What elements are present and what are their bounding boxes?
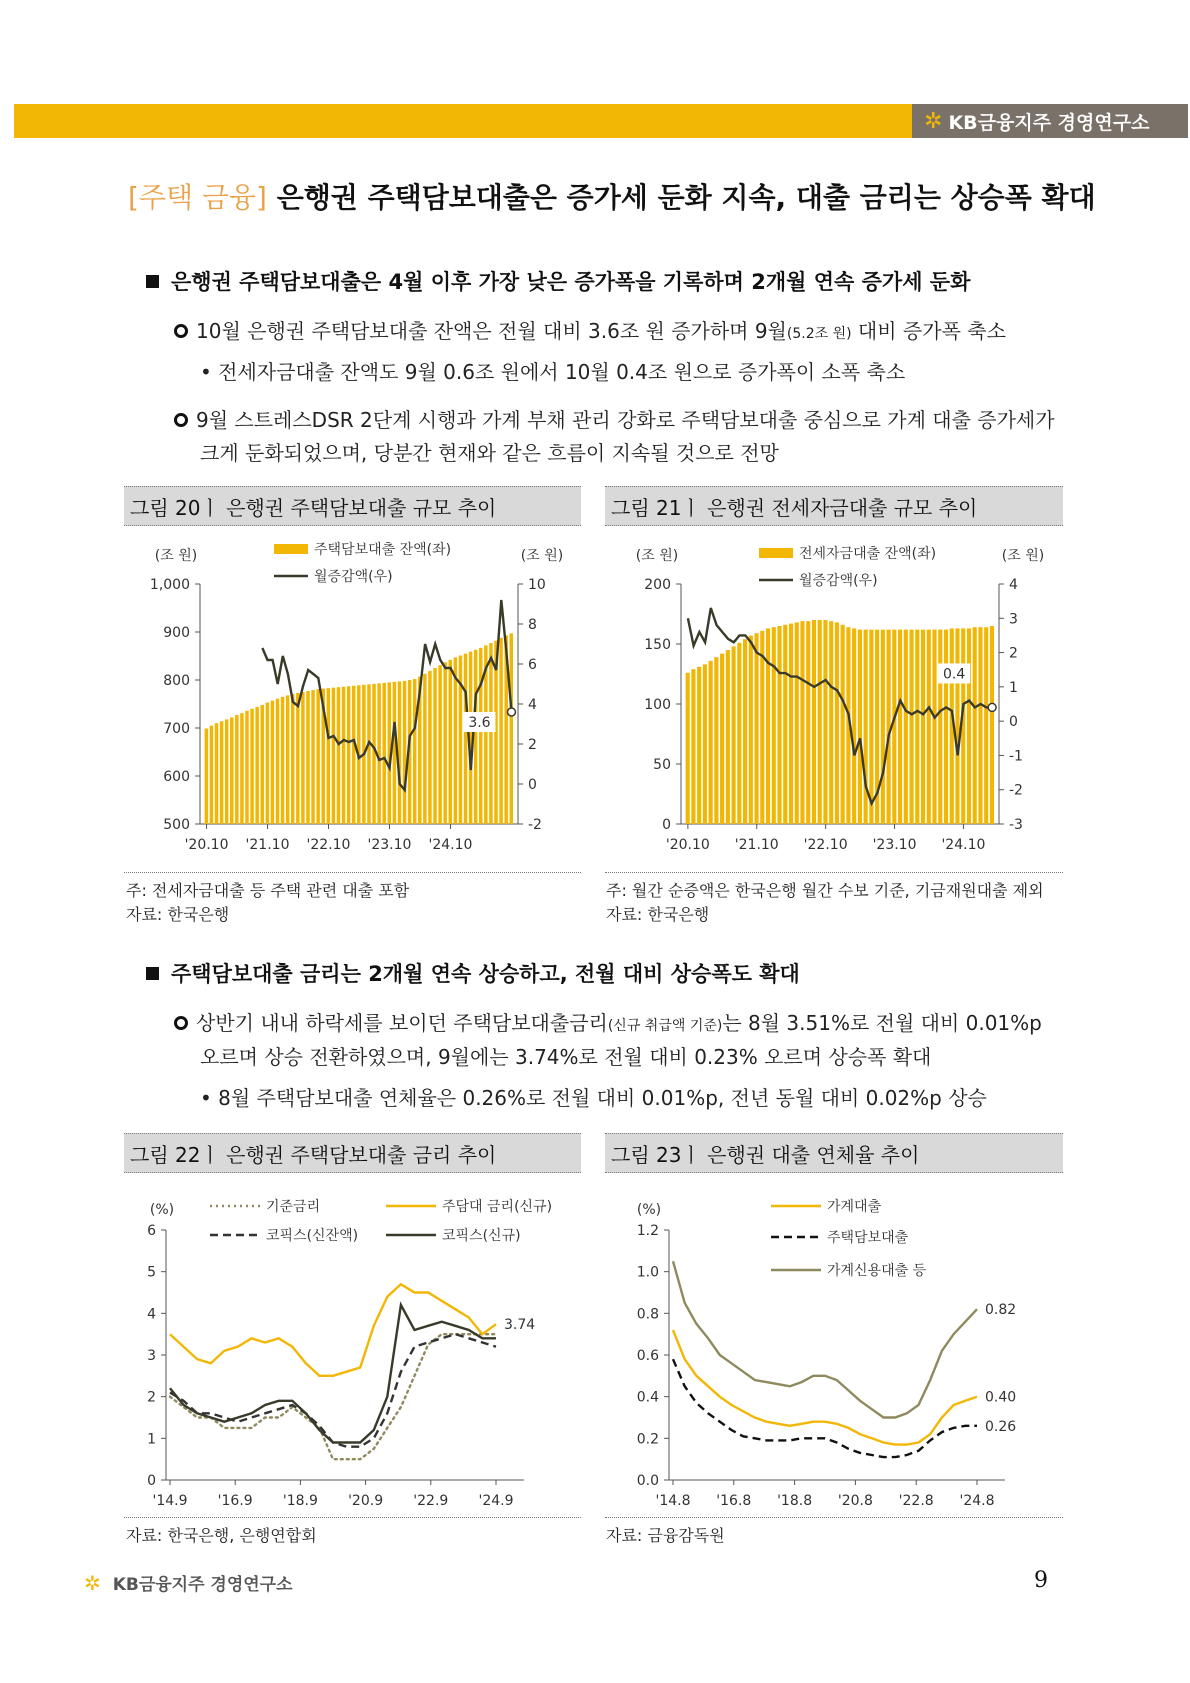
x-tick-label: '18.8 — [777, 1493, 813, 1509]
bar — [783, 625, 787, 824]
bar — [225, 719, 228, 824]
y-tick-label-right: -3 — [1009, 817, 1023, 833]
y-tick-label-right: 3 — [1009, 611, 1018, 628]
legend-swatch-bar — [759, 548, 793, 558]
bar — [697, 667, 701, 824]
bar — [220, 721, 223, 824]
bar — [898, 630, 902, 824]
bar — [372, 684, 375, 824]
bar — [413, 679, 416, 824]
bar — [276, 699, 279, 824]
fig23-title: 그림 23ㅣ 은행권 대출 연체율 추이 — [605, 1133, 1063, 1173]
bar — [944, 630, 948, 824]
end-marker — [988, 703, 996, 711]
series-line — [170, 1305, 496, 1443]
bar — [291, 694, 294, 824]
y-tick-label-right: -2 — [1009, 782, 1023, 799]
x-tick-label: '22.8 — [898, 1493, 934, 1509]
square-bullet-icon — [146, 275, 159, 288]
y-tick-label-left: 600 — [163, 769, 190, 785]
y-tick-label-right: 10 — [528, 577, 546, 593]
bar — [510, 633, 513, 824]
x-tick-label: '24.10 — [941, 837, 986, 853]
bar — [342, 687, 345, 824]
bullet-text: 는 8월 3.51%로 전월 대비 0.01%p — [722, 1011, 1042, 1035]
bar — [327, 688, 330, 824]
bar — [215, 723, 218, 824]
right-unit-label: (조 원) — [1001, 548, 1045, 564]
bar — [352, 686, 355, 824]
fig23-chart — [605, 1176, 1063, 1516]
legend-label: 전세자금대출 잔액(좌) — [799, 546, 937, 562]
bar — [806, 621, 810, 824]
y-tick-label-left: 800 — [163, 673, 190, 689]
bar — [245, 711, 248, 824]
y-tick-label-left: 700 — [163, 721, 190, 737]
bar — [393, 682, 396, 824]
y-tick-label-left: 0 — [662, 817, 671, 833]
bar — [909, 630, 913, 824]
x-tick-label: '24.10 — [428, 837, 473, 853]
legend-label: 월증감액(우) — [314, 569, 393, 585]
y-tick-label-right: 2 — [1009, 645, 1018, 662]
bar — [777, 626, 781, 824]
bar — [812, 620, 816, 824]
bar — [709, 661, 713, 824]
x-tick-label: '22.10 — [803, 837, 848, 853]
x-tick-label: '24.8 — [959, 1493, 995, 1509]
series-line — [673, 1330, 977, 1445]
bar — [955, 628, 959, 824]
bar — [795, 622, 799, 824]
bar — [938, 630, 942, 824]
fig21-chart — [605, 530, 1063, 870]
fig20-note: 주: 전세자금대출 등 주택 관련 대출 포함 — [126, 881, 410, 900]
end-label: 0.26 — [985, 1418, 1017, 1435]
legend-label: 가계대출 — [827, 1199, 882, 1215]
bar — [732, 646, 736, 824]
legend-label: 코픽스(신잔액) — [266, 1228, 359, 1244]
y-tick-label-left: 1,000 — [149, 577, 190, 593]
left-unit-label: (조 원) — [635, 548, 679, 564]
y-tick-label: 6 — [147, 1223, 156, 1239]
bar — [915, 630, 919, 824]
bar — [973, 627, 977, 824]
x-tick-label: '16.8 — [716, 1493, 752, 1509]
y-tick-label-right: 4 — [528, 697, 537, 713]
bar — [311, 690, 314, 824]
bar — [818, 620, 822, 824]
bar — [281, 697, 284, 824]
x-tick-label: '20.9 — [348, 1493, 384, 1509]
bar — [829, 621, 833, 824]
y-tick-label: 0.6 — [636, 1348, 659, 1364]
bar — [454, 657, 457, 824]
bar — [271, 701, 274, 824]
bar — [904, 630, 908, 824]
x-tick-label: '22.10 — [306, 837, 351, 853]
bar — [892, 630, 896, 824]
x-tick-label: '14.8 — [655, 1493, 691, 1509]
bar — [978, 627, 982, 824]
y-tick-label-left: 50 — [653, 757, 671, 773]
legend-label: 주택담보대출 — [827, 1230, 909, 1246]
page-title-tag: [주택 금융] — [128, 181, 267, 214]
section2-heading — [146, 958, 800, 988]
end-label: 3.74 — [504, 1317, 536, 1334]
bar — [433, 668, 436, 824]
bar — [852, 628, 856, 824]
fig23-source: 자료: 금융감독원 — [606, 1526, 725, 1545]
bar — [858, 630, 862, 824]
bullet-small-text: (5.2조 원) — [786, 326, 852, 342]
header-bar — [14, 104, 914, 138]
bar — [841, 625, 845, 824]
bar — [887, 630, 891, 824]
bar — [984, 627, 988, 824]
x-tick-label: '20.8 — [837, 1493, 873, 1509]
bar — [489, 643, 492, 824]
x-tick-label: '23.10 — [872, 837, 917, 853]
legend-label: 기준금리 — [266, 1199, 321, 1215]
bar — [438, 665, 441, 824]
y-tick-label: 1.2 — [636, 1223, 659, 1239]
x-tick-label: '23.10 — [367, 837, 412, 853]
y-tick-label: 4 — [147, 1306, 156, 1323]
fig20-chart — [124, 530, 581, 870]
circle-bullet-icon — [174, 413, 188, 427]
fig21-note: 주: 월간 순증액은 한국은행 월간 수보 기준, 기금재원대출 제외 — [606, 881, 1044, 900]
end-label: 0.4 — [942, 666, 966, 683]
section2-bullet-1-cont: 오르며 상승 전환하였으며, 9월에는 3.74%로 전월 대비 0.23% 오르며 상승폭 확대 — [200, 1045, 932, 1069]
bar — [703, 664, 707, 824]
bar — [443, 662, 446, 824]
legend-swatch-bar — [274, 544, 308, 554]
header-brand-label: KB금융지주 경영연구소 — [948, 111, 1150, 134]
y-tick-label-right: 1 — [1009, 679, 1018, 696]
bar — [743, 639, 747, 824]
bullet-text: 10월 은행권 주택담보대출 잔액은 전월 대비 3.6조 원 증가하며 9월 — [196, 319, 787, 343]
fig21-title: 그림 21ㅣ 은행권 전세자금대출 규모 추이 — [605, 486, 1063, 526]
section1-sub-bullet: • 전세자금대출 잔액도 9월 0.6조 원에서 10월 0.4조 원으로 증가폭이 소폭 축소 — [200, 360, 906, 384]
bar — [726, 650, 730, 824]
y-tick-label-right: 8 — [528, 617, 537, 633]
bullet-text: 상반기 내내 하락세를 보이던 주택담보대출금리 — [196, 1011, 608, 1035]
bar — [990, 626, 994, 824]
bar — [301, 692, 304, 824]
y-tick-label: 0 — [147, 1473, 156, 1489]
y-tick-label-right: 2 — [528, 737, 537, 753]
circle-bullet-icon — [174, 324, 188, 338]
bar — [347, 686, 350, 824]
unit-label: (%) — [636, 1202, 662, 1218]
legend-label: 가계신용대출 등 — [827, 1263, 927, 1279]
kb-star-icon: ✲ — [84, 1571, 101, 1595]
bar — [927, 630, 931, 824]
series-line — [170, 1334, 496, 1459]
x-tick-label: '20.10 — [184, 837, 229, 853]
bar — [864, 630, 868, 824]
bar — [772, 627, 776, 824]
legend-label: 주택담보대출 잔액(좌) — [314, 542, 452, 558]
bar — [921, 630, 925, 824]
y-tick-label-right: 0 — [1009, 714, 1018, 731]
end-label: 3.6 — [468, 715, 491, 731]
bullet-text: 대비 증가폭 축소 — [851, 319, 1006, 343]
x-tick-label: '21.10 — [734, 837, 779, 853]
fig22-title: 그림 22ㅣ 은행권 주택담보대출 금리 추이 — [124, 1133, 581, 1173]
bar — [932, 630, 936, 824]
end-label: 0.40 — [985, 1389, 1017, 1406]
bar — [835, 622, 839, 824]
fig22-source: 자료: 한국은행, 은행연합회 — [126, 1526, 317, 1545]
y-tick-label-right: -1 — [1009, 748, 1023, 765]
x-tick-label: '22.9 — [413, 1493, 449, 1509]
bar — [266, 703, 269, 824]
y-tick-label-right: 0 — [528, 777, 537, 793]
y-tick-label-left: 500 — [163, 817, 190, 833]
bar — [210, 726, 213, 824]
y-tick-label-left: 900 — [163, 625, 190, 641]
legend-label: 월증감액(우) — [799, 573, 878, 589]
bar — [296, 693, 299, 824]
bar — [737, 643, 741, 824]
bar — [205, 728, 208, 824]
y-tick-label: 0.2 — [636, 1431, 659, 1448]
x-tick-label: '16.9 — [217, 1493, 253, 1509]
series-line — [170, 1334, 496, 1447]
bar — [337, 687, 340, 824]
fig21-bottom-rule — [605, 872, 1063, 873]
bar — [403, 681, 406, 824]
bar — [332, 688, 335, 824]
y-tick-label: 0.4 — [636, 1389, 659, 1406]
bar — [382, 683, 385, 824]
bar — [286, 695, 289, 824]
bar — [766, 628, 770, 824]
y-tick-label: 3 — [147, 1348, 156, 1364]
bar — [749, 636, 753, 824]
bar — [881, 630, 885, 824]
fig20-source: 자료: 한국은행 — [126, 905, 230, 924]
legend-label: 코픽스(신규) — [442, 1228, 521, 1244]
page-title — [128, 176, 1096, 216]
section1-bullet-2 — [174, 404, 1055, 433]
section1-bullet-1 — [174, 315, 1006, 344]
sub-bullet-text: 8월 주택담보대출 연체율은 0.26%로 전월 대비 0.01%p, 전년 동월 대비 0.02%p 상승 — [218, 1086, 987, 1110]
y-tick-label-right: 6 — [528, 657, 537, 673]
y-tick-label-left: 200 — [644, 577, 671, 593]
section1-heading — [146, 266, 970, 296]
bar — [754, 633, 758, 824]
bar — [428, 671, 431, 824]
y-tick-label: 5 — [147, 1264, 156, 1281]
kb-star-icon: ✲ — [924, 108, 943, 134]
square-bullet-icon — [146, 967, 159, 980]
bar — [240, 713, 243, 824]
fig22-bottom-rule — [124, 1517, 581, 1518]
section1-bullet-2-cont: 크게 둔화되었으며, 당분간 현재와 같은 흐름이 지속될 것으로 전망 — [200, 441, 779, 465]
end-marker — [507, 708, 515, 716]
bullet-text: 9월 스트레스DSR 2단계 시행과 가계 부채 관리 강화로 주택담보대출 중심으로 가계 대출 증가세가 — [196, 408, 1055, 432]
page-number: 9 — [1034, 1568, 1048, 1593]
section2-sub-bullet: • 8월 주택담보대출 연체율은 0.26%로 전월 대비 0.01%p, 전년 동월 대비 0.02%p 상승 — [200, 1086, 987, 1110]
x-tick-label: '24.9 — [478, 1493, 514, 1509]
bar — [823, 620, 827, 824]
bar — [474, 650, 477, 824]
y-tick-label: 2 — [147, 1389, 156, 1406]
section1-heading-text: 은행권 주택담보대출은 4월 이후 가장 낮은 증가폭을 기록하며 2개월 연속 증가세 둔화 — [171, 270, 971, 294]
fig20-title: 그림 20ㅣ 은행권 주택담보대출 규모 추이 — [124, 486, 581, 526]
x-tick-label: '18.9 — [282, 1493, 318, 1509]
bar — [464, 654, 467, 824]
bar — [261, 705, 264, 824]
bar — [479, 648, 482, 824]
bar — [691, 669, 695, 824]
y-tick-label: 0.0 — [636, 1473, 659, 1489]
bar — [306, 691, 309, 824]
end-label: 0.82 — [985, 1302, 1017, 1319]
left-unit-label: (조 원) — [154, 548, 198, 564]
bullet-small-text: (신규 취급액 기준) — [607, 1018, 723, 1034]
y-tick-label-left: 150 — [644, 637, 671, 653]
series-line — [170, 1284, 496, 1376]
y-tick-label-left: 100 — [644, 697, 671, 713]
bar — [423, 674, 426, 824]
y-tick-label: 0.8 — [636, 1306, 659, 1323]
bar — [255, 707, 258, 824]
bar — [714, 657, 718, 824]
fig20-bottom-rule — [124, 872, 581, 873]
unit-label: (%) — [149, 1202, 175, 1218]
footer-brand-label: KB금융지주 경영연구소 — [112, 1575, 293, 1595]
bar — [800, 621, 804, 824]
right-unit-label: (조 원) — [520, 548, 564, 564]
y-tick-label: 1.0 — [636, 1264, 659, 1281]
bar — [760, 631, 764, 824]
bar — [720, 654, 724, 824]
bar — [250, 709, 253, 824]
legend-label: 주담대 금리(신규) — [442, 1199, 553, 1215]
page-title-text: 은행권 주택담보대출은 증가세 둔화 지속, 대출 금리는 상승폭 확대 — [276, 181, 1096, 214]
y-tick-label: 1 — [147, 1431, 156, 1448]
bar — [449, 660, 452, 824]
fig23-bottom-rule — [605, 1517, 1063, 1518]
bar — [230, 717, 233, 824]
x-tick-label: '14.9 — [152, 1493, 188, 1509]
bar — [789, 624, 793, 824]
circle-bullet-icon — [174, 1016, 188, 1030]
bar — [316, 689, 319, 824]
bar — [235, 715, 238, 824]
section2-heading-text: 주택담보대출 금리는 2개월 연속 상승하고, 전월 대비 상승폭도 확대 — [171, 962, 800, 986]
bar — [967, 628, 971, 824]
section2-bullet-1 — [174, 1007, 1042, 1036]
bar — [367, 684, 370, 824]
bar — [686, 673, 690, 824]
footer-brand — [84, 1570, 293, 1595]
x-tick-label: '20.10 — [665, 837, 710, 853]
x-tick-label: '21.10 — [245, 837, 290, 853]
y-tick-label-right: -2 — [528, 817, 542, 833]
sub-bullet-text: 전세자금대출 잔액도 9월 0.6조 원에서 10월 0.4조 원으로 증가폭이 소폭 축소 — [218, 360, 906, 384]
header-bar-notch — [895, 104, 913, 138]
fig21-source: 자료: 한국은행 — [606, 905, 710, 924]
bar — [499, 638, 502, 824]
fig22-chart — [124, 1176, 581, 1516]
y-tick-label-right: 4 — [1009, 577, 1018, 593]
header-brand — [912, 104, 1188, 138]
